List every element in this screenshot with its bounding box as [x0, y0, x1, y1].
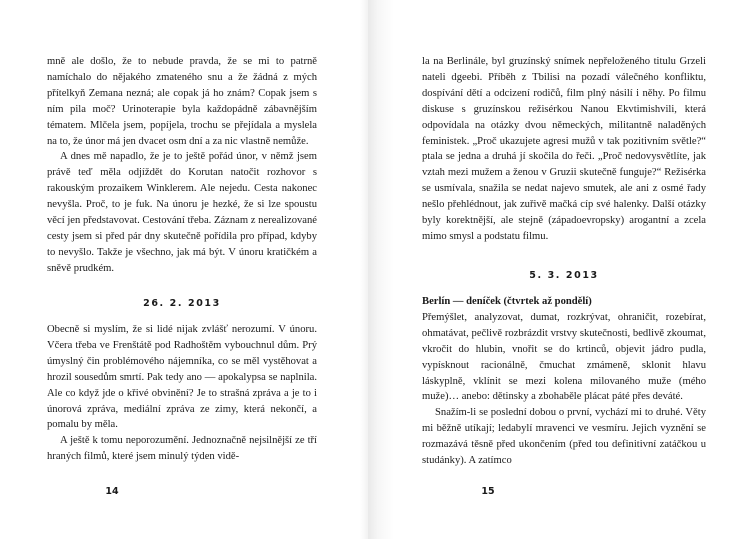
left-paragraph-4: A ještě k tomu neporozumění. Jednoznačně nejsilnější ze tří hraných filmů, které jsem minulý týden vidě- — [47, 435, 317, 463]
right-paragraph-3: Snažím-li se poslední dobou o první, vychází mi to druhé. Věty mi běžně utíkají; ledabylí mravenci ve vesmíru. Jejich vyznění se rozmazává těsně před ukončením (před tou definitivní zatáčkou u studánky). A zatímco — [422, 407, 706, 467]
right-text-block-2 — [422, 294, 706, 469]
right-subheading: Berlín — deníček (čtvrtek až pondělí) — [422, 296, 592, 307]
left-date-heading: 26. 2. 2013 — [143, 298, 221, 309]
right-text-block-1 — [422, 54, 706, 245]
right-page-number: 15 — [481, 486, 495, 497]
left-text-block-1 — [47, 54, 317, 277]
left-page-number: 14 — [105, 486, 119, 497]
left-paragraph-2: A dnes mě napadlo, že je to ještě pořád únor, v němž jsem právě teď měla odjíždět do Korutan natočit rozhovor s rakouským prozaikem Winklerem. Ale nejedu. Cesta nakonec nevyšla. Proč, to je fuk. Na únoru je hezké, že si lze spoustu věcí jen představovat. Cestování třeba. Záznam z nerealizované cesty jsem si před pár dny skutečně pořídila pro případ, kdyby to nevyšlo. Takže je všechno, jak má být. V únoru kratičkém a sněvě prudkém. — [47, 151, 317, 274]
right-date-heading: 5. 3. 2013 — [529, 270, 599, 281]
gutter-shadow — [360, 0, 368, 539]
left-paragraph-3: Obecně si myslím, že si lidé nijak zvlášť nerozumí. V únoru. Včera třeba ve Frenštátě pod Radhoštěm vybouchnul dům. Prý úmyslný čin problémového nájemníka, co se měl vystěhovat a hrozil sousedům smrtí. Pak tedy ano — apokalypsa se naplnila. Ale co když jde o křivé obvinění? Je to strašná zpráva a je to i únorová zpráva, mediální zpráva ze zimy, která nekončí, a pomalu by měla. — [47, 324, 317, 431]
left-page — [0, 0, 368, 539]
left-paragraph-1: mně ale došlo, že to nebude pravda, že se mi to patrně namíchalo do nějakého zmateného snu a že žádná z mých přítelkyň Zemana nezná; ale copak já ho znám? Copak jsem s ním pila moč? Urinoterapie byla každopádně zábavnějším tématem. Mlčela jsem, popíjela, trochu se přejídala a myslela na to, že únor má jen dvacet osm dní a za nic vlastně nemůže. — [47, 56, 317, 147]
left-text-block-2 — [47, 322, 317, 465]
right-paragraph-2: Přemýšlet, analyzovat, dumat, rozkrývat, ohraničit, rozebírat, ohmatávat, pečlivě rozbrázdit vrstvy skutečnosti, bedlivě zkoumat, vkročit do hlubin, vnořit se do krtinců, objevit jádro pudla, vypísknout racionálně, čmuchat zmámeně, sklonit hlavu láskyplně, vklínit se mezi kolena milovaného muže (mého muže)… anebo: dětinsky a zbohaběle plácat páté přes deváté. — [422, 311, 706, 403]
right-page — [368, 0, 737, 539]
right-paragraph-1: la na Berlinále, byl gruzínský snímek nepřeloženého titulu Grzeli nateli dgeebi. Příběh z Tbilisi na pozadí válečného konfliktu, dospívání dětí a odcizení rodičů, film plný násilí i něhy. Po filmu diskuse s gruzínskou režisérkou Nanou Ekvtimishvili, která odpovídala na otázky dvou německých, militantně naladěných feministek. „Proč ukazujete agresi mužů v tak pozitivním světle?“ ptala se jedna a druhá jí skočila do řeči. „Proč nedovysvětlíte, jak vztah mezi mužem a ženou v Gruzii skutečně funguje?“ Režisérka se usmívala, snažila se nedat najevo smutek, ale ani z osmé řady nešlo přehlédnout, jak zuřivě mačká cíp své halenky. Další otázky byly korektnější, ale stejně (západoevropsky) arogantní a zcela mimo smysl a podstatu filmu. — [422, 56, 706, 242]
